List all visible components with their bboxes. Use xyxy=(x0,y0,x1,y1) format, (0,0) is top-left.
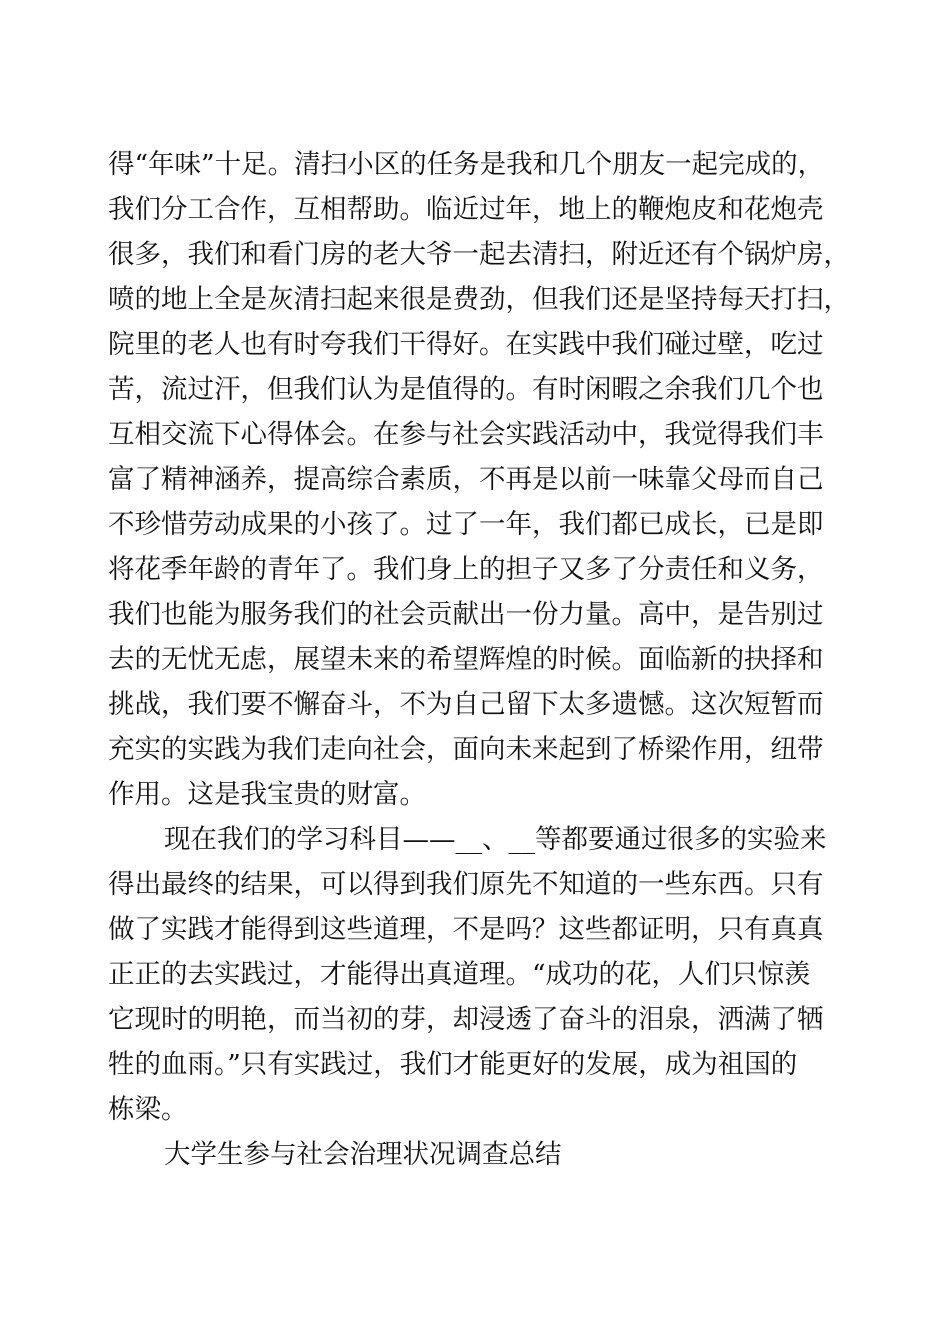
paragraph-line: 正正的去实践过，才能得出真道理。“成功的花，人们只惊羡 xyxy=(108,959,811,990)
paragraph-line: 将花季年龄的青年了。我们身上的担子又多了分责任和义务， xyxy=(108,554,824,585)
paragraph-line: 得“年味”十足。清扫小区的任务是我和几个朋友一起完成的， xyxy=(108,149,825,180)
section-heading: 大学生参与社会治理状况调查总结 xyxy=(164,1139,562,1170)
paragraph-line: 富了精神涵养，提高综合素质，不再是以前一味靠父母而自己 xyxy=(108,464,824,495)
paragraph-line: 我们也能为服务我们的社会贡献出一份力量。高中，是告别过 xyxy=(108,599,824,630)
paragraph-line: 现在我们的学习科目——__、__等都要通过很多的实验来 xyxy=(164,824,827,855)
paragraph-line: 栋梁。 xyxy=(108,1094,188,1125)
paragraph-line: 很多，我们和看门房的老大爷一起去清扫，附近还有个锅炉房， xyxy=(108,239,850,270)
paragraph-line: 苦，流过汗，但我们认为是值得的。有时闲暇之余我们几个也 xyxy=(108,374,824,405)
paragraph-line: 去的无忧无虑，展望未来的希望辉煌的时候。面临新的抉择和 xyxy=(108,644,824,675)
paragraph-line: 我们分工合作，互相帮助。临近过年，地上的鞭炮皮和花炮壳 xyxy=(108,194,824,225)
paragraph-line: 牲的血雨。”只有实践过，我们才能更好的发展，成为祖国的 xyxy=(108,1049,798,1080)
paragraph-line: 作用。这是我宝贵的财富。 xyxy=(108,779,426,810)
paragraph-line: 不珍惜劳动成果的小孩了。过了一年，我们都已成长，已是即 xyxy=(108,509,824,540)
paragraph-line: 院里的老人也有时夸我们干得好。在实践中我们碰过壁，吃过 xyxy=(108,329,824,360)
paragraph-line: 互相交流下心得体会。在参与社会实践活动中，我觉得我们丰 xyxy=(108,419,824,450)
paragraph-line: 得出最终的结果，可以得到我们原先不知道的一些东西。只有 xyxy=(108,869,824,900)
paragraph-line: 喷的地上全是灰清扫起来很是费劲，但我们还是坚持每天打扫， xyxy=(108,284,850,315)
paragraph-line: 它现时的明艳，而当初的芽，却浸透了奋斗的泪泉，洒满了牺 xyxy=(108,1004,824,1035)
paragraph-line: 充实的实践为我们走向社会，面向未来起到了桥梁作用，纽带 xyxy=(108,734,824,765)
paragraph-line: 做了实践才能得到这些道理，不是吗？这些都证明，只有真真 xyxy=(108,914,824,945)
paragraph-line: 挑战，我们要不懈奋斗，不为自己留下太多遗憾。这次短暂而 xyxy=(108,689,824,720)
